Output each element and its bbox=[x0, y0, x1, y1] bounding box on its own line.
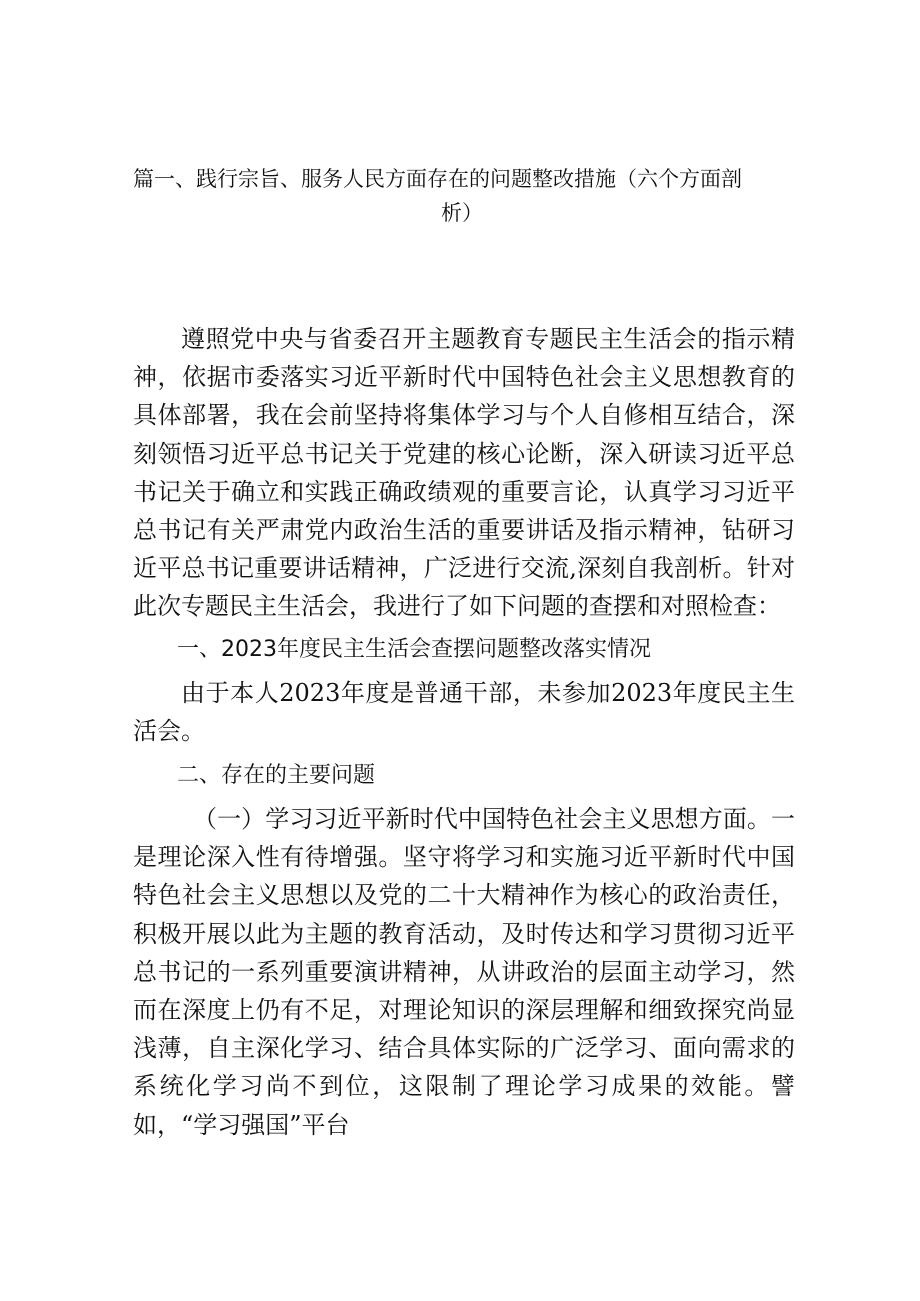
section-heading-1: 一、2023年度民主生活会查摆问题整改落实情况 bbox=[177, 636, 651, 662]
section-heading-2: 二、存在的主要问题 bbox=[177, 763, 376, 789]
section-2-paragraph: （一）学习习近平新时代中国特色社会主义思想方面。一是理论深入性有待增强。坚守将学习和实施习近平新时代中国特色社会主义思想以及党的二十大精神作为核心的政治责任，积极开展以此为主题的教育活动，及时传达和学习贯彻习近平总书记的一系列重要演讲精神，从讲政治的层面主动学习，然而在深度上仍有不足，对理论知识的深层理解和细致探究尚显浅薄，自主深化学习、结合具体实际的广泛学习、面向需求的系统化学习尚不到位，这限制了理论学习成果的效能。譬如，“学习强国”平台 bbox=[133, 805, 795, 1139]
document-body bbox=[133, 320, 795, 1144]
document-title-line-1: 篇一、践行宗旨、服务人民方面存在的问题整改措施（六个方面剖 bbox=[133, 167, 742, 191]
intro-paragraph: 遵照党中央与省委召开主题教育专题民主生活会的指示精神，依据市委落实习近平新时代中国特色社会主义思想教育的具体部署，我在会前坚持将集体学习与个人自修相互结合，深刻领悟习近平总书记关于党建的核心论断，深入研读习近平总书记关于确立和实践正确政绩观的重要言论，认真学习习近平总书记有关严肃党内政治生活的重要讲话及指示精神，钻研习近平总书记重要讲话精神，广泛进行交流,深刻自我剖析。针对此次专题民主生活会，我进行了如下问题的查摆和对照检查： bbox=[133, 325, 795, 621]
section-1-paragraph: 由于本人2023年度是普通干部，未参加2023年度民主生活会。 bbox=[133, 678, 795, 745]
document-title-line-2: 析） bbox=[441, 201, 483, 225]
